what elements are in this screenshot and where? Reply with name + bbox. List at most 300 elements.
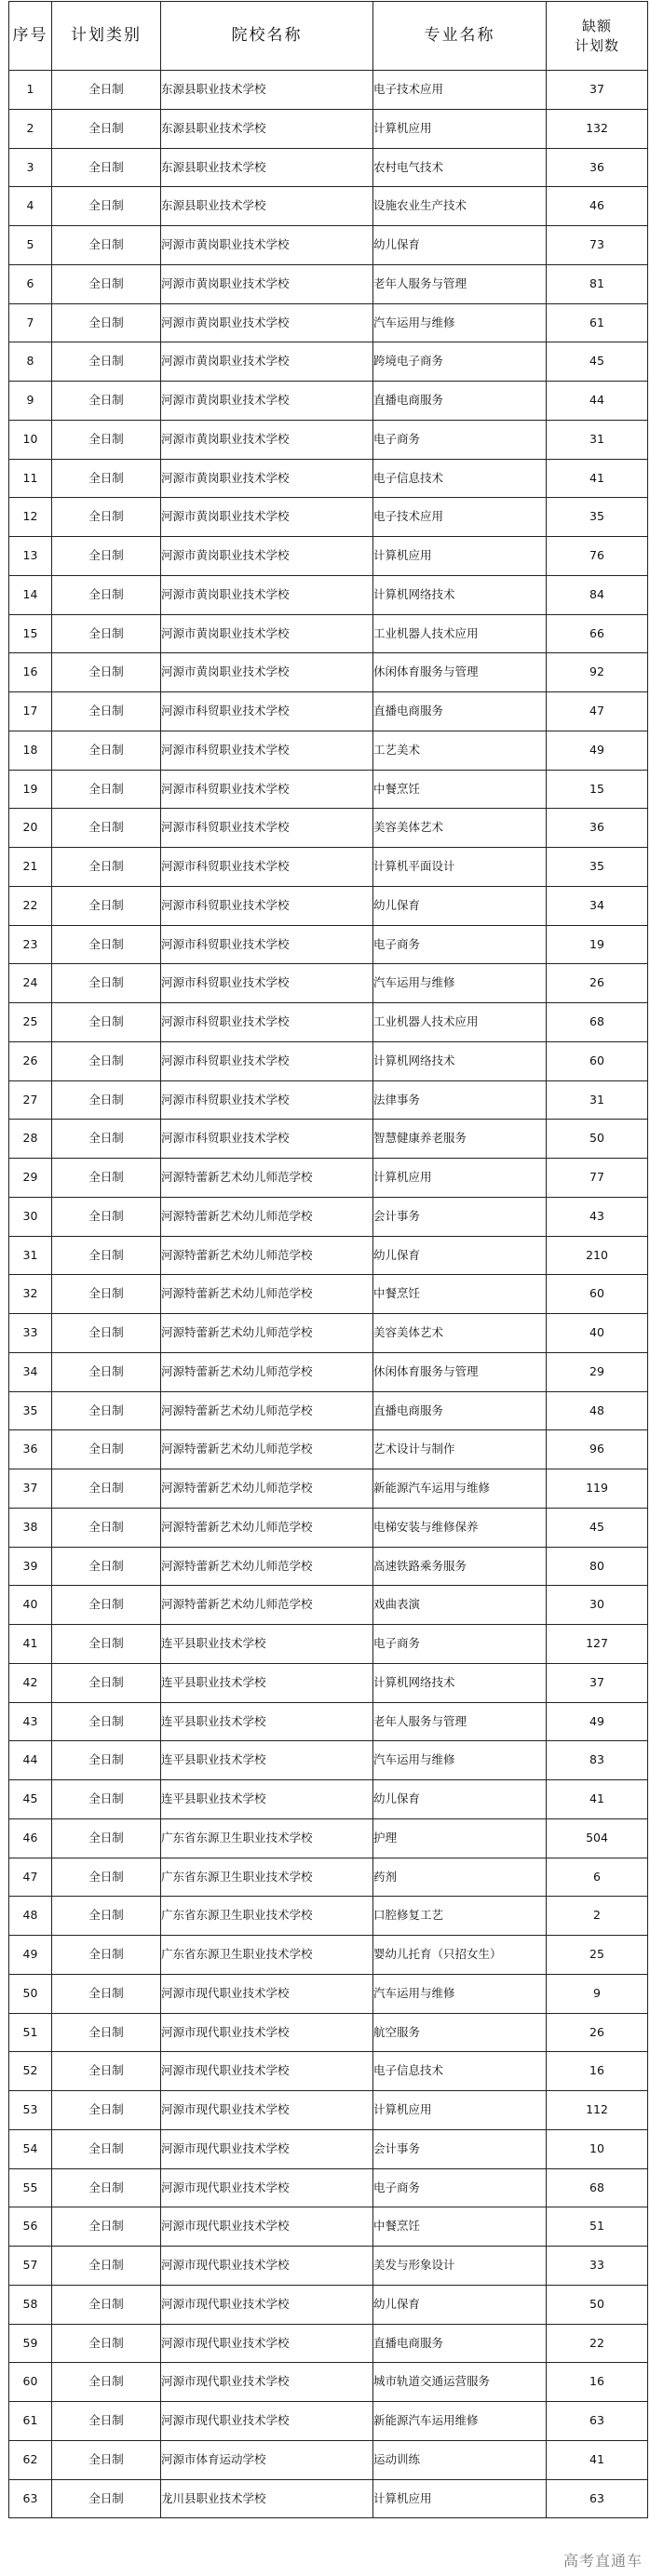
row-quota: 37: [547, 71, 648, 110]
row-major-name: 新能源汽车运用与维修: [373, 1469, 547, 1509]
row-major-name: 农村电气技术: [373, 148, 547, 187]
row-school-name: 河源市科贸职业技术学校: [161, 731, 373, 770]
row-plan-type: 全日制: [52, 692, 161, 731]
row-major-name: 中餐烹饪: [373, 1275, 547, 1314]
row-school-name: 河源特蕾新艺术幼儿师范学校: [161, 1275, 373, 1314]
row-school-name: 河源市现代职业技术学校: [161, 2168, 373, 2207]
row-index: 23: [9, 925, 52, 964]
table-row: [9, 614, 648, 653]
table-row: [9, 1974, 648, 2013]
row-index: 4: [9, 187, 52, 226]
row-school-name: 河源市黄岗职业技术学校: [161, 537, 373, 576]
row-plan-type: 全日制: [52, 653, 161, 692]
row-quota: 49: [547, 731, 648, 770]
row-school-name: 河源市科贸职业技术学校: [161, 1041, 373, 1080]
row-plan-type: 全日制: [52, 886, 161, 925]
row-index: 28: [9, 1120, 52, 1159]
row-major-name: 老年人服务与管理: [373, 1702, 547, 1741]
row-major-name: 幼儿保育: [373, 2285, 547, 2324]
row-quota: 63: [547, 2479, 648, 2518]
row-major-name: 中餐烹饪: [373, 2207, 547, 2247]
row-school-name: 河源市现代职业技术学校: [161, 2363, 373, 2402]
row-quota: 10: [547, 2129, 648, 2168]
row-index: 44: [9, 1741, 52, 1780]
row-school-name: 河源市现代职业技术学校: [161, 2402, 373, 2441]
row-index: 45: [9, 1780, 52, 1819]
enrollment-plan-table: [8, 1, 648, 2518]
row-plan-type: 全日制: [52, 1003, 161, 1042]
row-quota: 50: [547, 2285, 648, 2324]
row-plan-type: 全日制: [52, 342, 161, 382]
row-school-name: 河源市科贸职业技术学校: [161, 964, 373, 1003]
row-major-name: 电子商务: [373, 420, 547, 459]
row-index: 18: [9, 731, 52, 770]
row-quota: 33: [547, 2247, 648, 2286]
row-school-name: 广东省东源卫生职业技术学校: [161, 1858, 373, 1897]
row-quota: 41: [547, 459, 648, 498]
row-index: 25: [9, 1003, 52, 1042]
row-major-name: 电子技术应用: [373, 498, 547, 537]
row-plan-type: 全日制: [52, 1314, 161, 1353]
row-major-name: 美容美体艺术: [373, 809, 547, 848]
header-plan-type: 计划类别: [52, 2, 161, 71]
row-school-name: 河源市现代职业技术学校: [161, 2247, 373, 2286]
table-row: [9, 2091, 648, 2130]
table-row: [9, 420, 648, 459]
row-school-name: 河源特蕾新艺术幼儿师范学校: [161, 1197, 373, 1236]
table-row: [9, 226, 648, 265]
table-row: [9, 303, 648, 342]
table-row: [9, 1003, 648, 1042]
row-school-name: 连平县职业技术学校: [161, 1780, 373, 1819]
row-major-name: 幼儿保育: [373, 886, 547, 925]
row-plan-type: 全日制: [52, 1974, 161, 2013]
row-school-name: 河源市黄岗职业技术学校: [161, 653, 373, 692]
row-index: 22: [9, 886, 52, 925]
row-index: 47: [9, 1858, 52, 1897]
row-quota: 77: [547, 1159, 648, 1198]
row-index: 61: [9, 2402, 52, 2441]
row-index: 54: [9, 2129, 52, 2168]
table-row: [9, 731, 648, 770]
row-school-name: 河源特蕾新艺术幼儿师范学校: [161, 1469, 373, 1509]
row-index: 49: [9, 1936, 52, 1975]
row-school-name: 河源市科贸职业技术学校: [161, 692, 373, 731]
row-index: 16: [9, 653, 52, 692]
row-index: 56: [9, 2207, 52, 2247]
row-index: 12: [9, 498, 52, 537]
row-quota: 44: [547, 382, 648, 421]
table-row: [9, 1197, 648, 1236]
table-row: [9, 2440, 648, 2479]
row-school-name: 东源县职业技术学校: [161, 187, 373, 226]
row-index: 55: [9, 2168, 52, 2207]
row-major-name: 高速铁路乘务服务: [373, 1547, 547, 1586]
row-index: 9: [9, 382, 52, 421]
table-body: [9, 71, 648, 2518]
row-school-name: 河源市现代职业技术学校: [161, 1974, 373, 2013]
row-index: 27: [9, 1080, 52, 1120]
row-major-name: 老年人服务与管理: [373, 264, 547, 303]
row-quota: 19: [547, 925, 648, 964]
row-major-name: 计算机应用: [373, 109, 547, 148]
row-plan-type: 全日制: [52, 459, 161, 498]
row-major-name: 直播电商服务: [373, 692, 547, 731]
table-row: [9, 2402, 648, 2441]
table-row: [9, 2168, 648, 2207]
row-index: 24: [9, 964, 52, 1003]
row-quota: 43: [547, 1197, 648, 1236]
row-index: 11: [9, 459, 52, 498]
table-row: [9, 1275, 648, 1314]
row-quota: 9: [547, 1974, 648, 2013]
row-plan-type: 全日制: [52, 614, 161, 653]
row-quota: 22: [547, 2324, 648, 2363]
row-major-name: 口腔修复工艺: [373, 1897, 547, 1936]
table-row: [9, 1741, 648, 1780]
row-school-name: 河源市现代职业技术学校: [161, 2052, 373, 2091]
row-school-name: 龙川县职业技术学校: [161, 2479, 373, 2518]
row-plan-type: 全日制: [52, 770, 161, 809]
row-major-name: 幼儿保育: [373, 226, 547, 265]
table-row: [9, 1702, 648, 1741]
row-school-name: 广东省东源卫生职业技术学校: [161, 1936, 373, 1975]
row-index: 59: [9, 2324, 52, 2363]
row-major-name: 计算机网络技术: [373, 1663, 547, 1702]
row-quota: 45: [547, 342, 648, 382]
table-row: [9, 1936, 648, 1975]
row-school-name: 河源市黄岗职业技术学校: [161, 459, 373, 498]
header-major-name: 专业名称: [373, 2, 547, 71]
row-index: 6: [9, 264, 52, 303]
row-index: 21: [9, 848, 52, 887]
row-school-name: 河源市现代职业技术学校: [161, 2013, 373, 2052]
table-row: [9, 964, 648, 1003]
row-plan-type: 全日制: [52, 2324, 161, 2363]
row-quota: 25: [547, 1936, 648, 1975]
row-school-name: 东源县职业技术学校: [161, 148, 373, 187]
row-index: 34: [9, 1352, 52, 1391]
header-quota: [547, 2, 648, 71]
row-quota: 50: [547, 1120, 648, 1159]
row-major-name: 会计事务: [373, 2129, 547, 2168]
row-major-name: 汽车运用与维修: [373, 1974, 547, 2013]
row-school-name: 广东省东源卫生职业技术学校: [161, 1818, 373, 1858]
row-quota: 48: [547, 1391, 648, 1430]
row-major-name: 工业机器人技术应用: [373, 1003, 547, 1042]
table-row: [9, 1858, 648, 1897]
row-plan-type: 全日制: [52, 2247, 161, 2286]
row-major-name: 电梯安装与维修保养: [373, 1508, 547, 1547]
row-quota: 80: [547, 1547, 648, 1586]
row-quota: 46: [547, 187, 648, 226]
row-major-name: 直播电商服务: [373, 382, 547, 421]
row-index: 39: [9, 1547, 52, 1586]
row-major-name: 跨境电子商务: [373, 342, 547, 382]
row-major-name: 汽车运用与维修: [373, 303, 547, 342]
row-school-name: 河源市现代职业技术学校: [161, 2129, 373, 2168]
row-plan-type: 全日制: [52, 420, 161, 459]
row-major-name: 工艺美术: [373, 731, 547, 770]
row-school-name: 河源市科贸职业技术学校: [161, 848, 373, 887]
row-plan-type: 全日制: [52, 1625, 161, 1664]
row-quota: 60: [547, 1275, 648, 1314]
row-plan-type: 全日制: [52, 575, 161, 614]
row-plan-type: 全日制: [52, 809, 161, 848]
table-row: [9, 2324, 648, 2363]
row-quota: 504: [547, 1818, 648, 1858]
row-plan-type: 全日制: [52, 2129, 161, 2168]
row-plan-type: 全日制: [52, 148, 161, 187]
row-index: 53: [9, 2091, 52, 2130]
row-quota: 6: [547, 1858, 648, 1897]
row-major-name: 电子信息技术: [373, 459, 547, 498]
row-index: 43: [9, 1702, 52, 1741]
row-index: 32: [9, 1275, 52, 1314]
row-quota: 41: [547, 2440, 648, 2479]
row-major-name: 休闲体育服务与管理: [373, 1352, 547, 1391]
row-plan-type: 全日制: [52, 1936, 161, 1975]
row-major-name: 婴幼儿托育（只招女生）: [373, 1936, 547, 1975]
row-index: 52: [9, 2052, 52, 2091]
row-school-name: 连平县职业技术学校: [161, 1741, 373, 1780]
watermark-text: 高考直通车: [562, 2552, 643, 2569]
row-school-name: 河源特蕾新艺术幼儿师范学校: [161, 1508, 373, 1547]
row-quota: 96: [547, 1430, 648, 1469]
table-row: [9, 109, 648, 148]
table-row: [9, 1236, 648, 1275]
row-index: 7: [9, 303, 52, 342]
row-index: 62: [9, 2440, 52, 2479]
row-index: 41: [9, 1625, 52, 1664]
row-plan-type: 全日制: [52, 2479, 161, 2518]
row-school-name: 河源特蕾新艺术幼儿师范学校: [161, 1586, 373, 1625]
row-plan-type: 全日制: [52, 2402, 161, 2441]
header-quota-line1: 缺额: [581, 18, 612, 35]
row-quota: 41: [547, 1780, 648, 1819]
row-plan-type: 全日制: [52, 1236, 161, 1275]
row-plan-type: 全日制: [52, 2285, 161, 2324]
row-school-name: 连平县职业技术学校: [161, 1702, 373, 1741]
row-school-name: 河源市现代职业技术学校: [161, 2285, 373, 2324]
row-school-name: 河源市科贸职业技术学校: [161, 770, 373, 809]
table-row: [9, 342, 648, 382]
header-quota-line2: 计划数: [574, 36, 619, 54]
row-index: 33: [9, 1314, 52, 1353]
table-row: [9, 1625, 648, 1664]
table-row: [9, 1041, 648, 1080]
row-school-name: 河源市科贸职业技术学校: [161, 925, 373, 964]
row-plan-type: 全日制: [52, 498, 161, 537]
row-index: 58: [9, 2285, 52, 2324]
row-plan-type: 全日制: [52, 226, 161, 265]
row-school-name: 河源市黄岗职业技术学校: [161, 303, 373, 342]
row-major-name: 新能源汽车运用维修: [373, 2402, 547, 2441]
row-quota: 63: [547, 2402, 648, 2441]
row-school-name: 河源市科贸职业技术学校: [161, 886, 373, 925]
table-row: [9, 498, 648, 537]
row-school-name: 河源特蕾新艺术幼儿师范学校: [161, 1391, 373, 1430]
row-major-name: 汽车运用与维修: [373, 1741, 547, 1780]
row-plan-type: 全日制: [52, 1741, 161, 1780]
row-index: 36: [9, 1430, 52, 1469]
row-plan-type: 全日制: [52, 1120, 161, 1159]
row-plan-type: 全日制: [52, 1818, 161, 1858]
row-plan-type: 全日制: [52, 2168, 161, 2207]
row-school-name: 河源市黄岗职业技术学校: [161, 264, 373, 303]
row-quota: 31: [547, 1080, 648, 1120]
row-plan-type: 全日制: [52, 1663, 161, 1702]
row-quota: 47: [547, 692, 648, 731]
row-major-name: 计算机应用: [373, 2479, 547, 2518]
row-school-name: 东源县职业技术学校: [161, 71, 373, 110]
row-plan-type: 全日制: [52, 848, 161, 887]
row-major-name: 工业机器人技术应用: [373, 614, 547, 653]
row-plan-type: 全日制: [52, 1275, 161, 1314]
row-plan-type: 全日制: [52, 1197, 161, 1236]
row-quota: 76: [547, 537, 648, 576]
row-major-name: 休闲体育服务与管理: [373, 653, 547, 692]
row-index: 42: [9, 1663, 52, 1702]
row-quota: 127: [547, 1625, 648, 1664]
table-row: [9, 1818, 648, 1858]
row-plan-type: 全日制: [52, 2013, 161, 2052]
row-index: 51: [9, 2013, 52, 2052]
row-plan-type: 全日制: [52, 1586, 161, 1625]
row-major-name: 幼儿保育: [373, 1236, 547, 1275]
row-major-name: 航空服务: [373, 2013, 547, 2052]
row-school-name: 河源市黄岗职业技术学校: [161, 226, 373, 265]
row-plan-type: 全日制: [52, 187, 161, 226]
row-school-name: 河源特蕾新艺术幼儿师范学校: [161, 1430, 373, 1469]
row-quota: 16: [547, 2052, 648, 2091]
row-quota: 68: [547, 2168, 648, 2207]
row-index: 19: [9, 770, 52, 809]
row-school-name: 河源特蕾新艺术幼儿师范学校: [161, 1159, 373, 1198]
row-index: 10: [9, 420, 52, 459]
table-row: [9, 1547, 648, 1586]
row-index: 48: [9, 1897, 52, 1936]
row-school-name: 河源市科贸职业技术学校: [161, 1120, 373, 1159]
row-quota: 30: [547, 1586, 648, 1625]
row-index: 35: [9, 1391, 52, 1430]
row-school-name: 河源市黄岗职业技术学校: [161, 498, 373, 537]
table-row: [9, 1586, 648, 1625]
table-row: [9, 692, 648, 731]
row-quota: 40: [547, 1314, 648, 1353]
row-plan-type: 全日制: [52, 1391, 161, 1430]
row-quota: 35: [547, 848, 648, 887]
row-index: 1: [9, 71, 52, 110]
row-quota: 132: [547, 109, 648, 148]
row-index: 63: [9, 2479, 52, 2518]
row-quota: 36: [547, 809, 648, 848]
row-index: 15: [9, 614, 52, 653]
row-quota: 35: [547, 498, 648, 537]
row-major-name: 计算机应用: [373, 2091, 547, 2130]
row-index: 40: [9, 1586, 52, 1625]
table-row: [9, 1663, 648, 1702]
row-plan-type: 全日制: [52, 1430, 161, 1469]
row-plan-type: 全日制: [52, 731, 161, 770]
row-major-name: 艺术设计与制作: [373, 1430, 547, 1469]
table-row: [9, 2247, 648, 2286]
row-plan-type: 全日制: [52, 1702, 161, 1741]
row-school-name: 河源特蕾新艺术幼儿师范学校: [161, 1236, 373, 1275]
table-row: [9, 1080, 648, 1120]
row-index: 3: [9, 148, 52, 187]
row-quota: 16: [547, 2363, 648, 2402]
row-major-name: 护理: [373, 1818, 547, 1858]
row-quota: 81: [547, 264, 648, 303]
row-school-name: 河源市现代职业技术学校: [161, 2091, 373, 2130]
table-row: [9, 382, 648, 421]
row-index: 2: [9, 109, 52, 148]
row-school-name: 河源市黄岗职业技术学校: [161, 575, 373, 614]
row-plan-type: 全日制: [52, 1159, 161, 1198]
row-school-name: 广东省东源卫生职业技术学校: [161, 1897, 373, 1936]
row-plan-type: 全日制: [52, 264, 161, 303]
table-row: [9, 264, 648, 303]
row-school-name: 河源市体育运动学校: [161, 2440, 373, 2479]
row-major-name: 计算机网络技术: [373, 1041, 547, 1080]
row-plan-type: 全日制: [52, 1780, 161, 1819]
row-major-name: 会计事务: [373, 1197, 547, 1236]
row-index: 20: [9, 809, 52, 848]
row-plan-type: 全日制: [52, 109, 161, 148]
row-plan-type: 全日制: [52, 964, 161, 1003]
row-major-name: 汽车运用与维修: [373, 964, 547, 1003]
row-major-name: 城市轨道交通运营服务: [373, 2363, 547, 2402]
row-major-name: 直播电商服务: [373, 1391, 547, 1430]
row-index: 30: [9, 1197, 52, 1236]
row-major-name: 电子商务: [373, 1625, 547, 1664]
row-major-name: 美发与形象设计: [373, 2247, 547, 2286]
row-quota: 26: [547, 964, 648, 1003]
table-header-row: [9, 2, 648, 71]
row-school-name: 河源市现代职业技术学校: [161, 2207, 373, 2247]
row-major-name: 计算机应用: [373, 537, 547, 576]
row-school-name: 河源市科贸职业技术学校: [161, 1003, 373, 1042]
row-quota: 61: [547, 303, 648, 342]
header-school-name: 院校名称: [161, 2, 373, 71]
row-plan-type: 全日制: [52, 925, 161, 964]
table-row: [9, 770, 648, 809]
row-index: 37: [9, 1469, 52, 1509]
row-plan-type: 全日制: [52, 2440, 161, 2479]
row-plan-type: 全日制: [52, 537, 161, 576]
row-plan-type: 全日制: [52, 1080, 161, 1120]
row-school-name: 连平县职业技术学校: [161, 1663, 373, 1702]
row-major-name: 智慧健康养老服务: [373, 1120, 547, 1159]
row-quota: 26: [547, 2013, 648, 2052]
row-index: 60: [9, 2363, 52, 2402]
header-index: 序号: [9, 2, 52, 71]
table-row: [9, 2013, 648, 2052]
table-row: [9, 2363, 648, 2402]
row-school-name: 河源特蕾新艺术幼儿师范学校: [161, 1547, 373, 1586]
row-plan-type: 全日制: [52, 1547, 161, 1586]
row-major-name: 幼儿保育: [373, 1780, 547, 1819]
row-major-name: 药剂: [373, 1858, 547, 1897]
row-major-name: 计算机网络技术: [373, 575, 547, 614]
table-row: [9, 1780, 648, 1819]
row-quota: 36: [547, 148, 648, 187]
row-quota: 29: [547, 1352, 648, 1391]
row-index: 50: [9, 1974, 52, 2013]
table-row: [9, 1508, 648, 1547]
table-row: [9, 653, 648, 692]
